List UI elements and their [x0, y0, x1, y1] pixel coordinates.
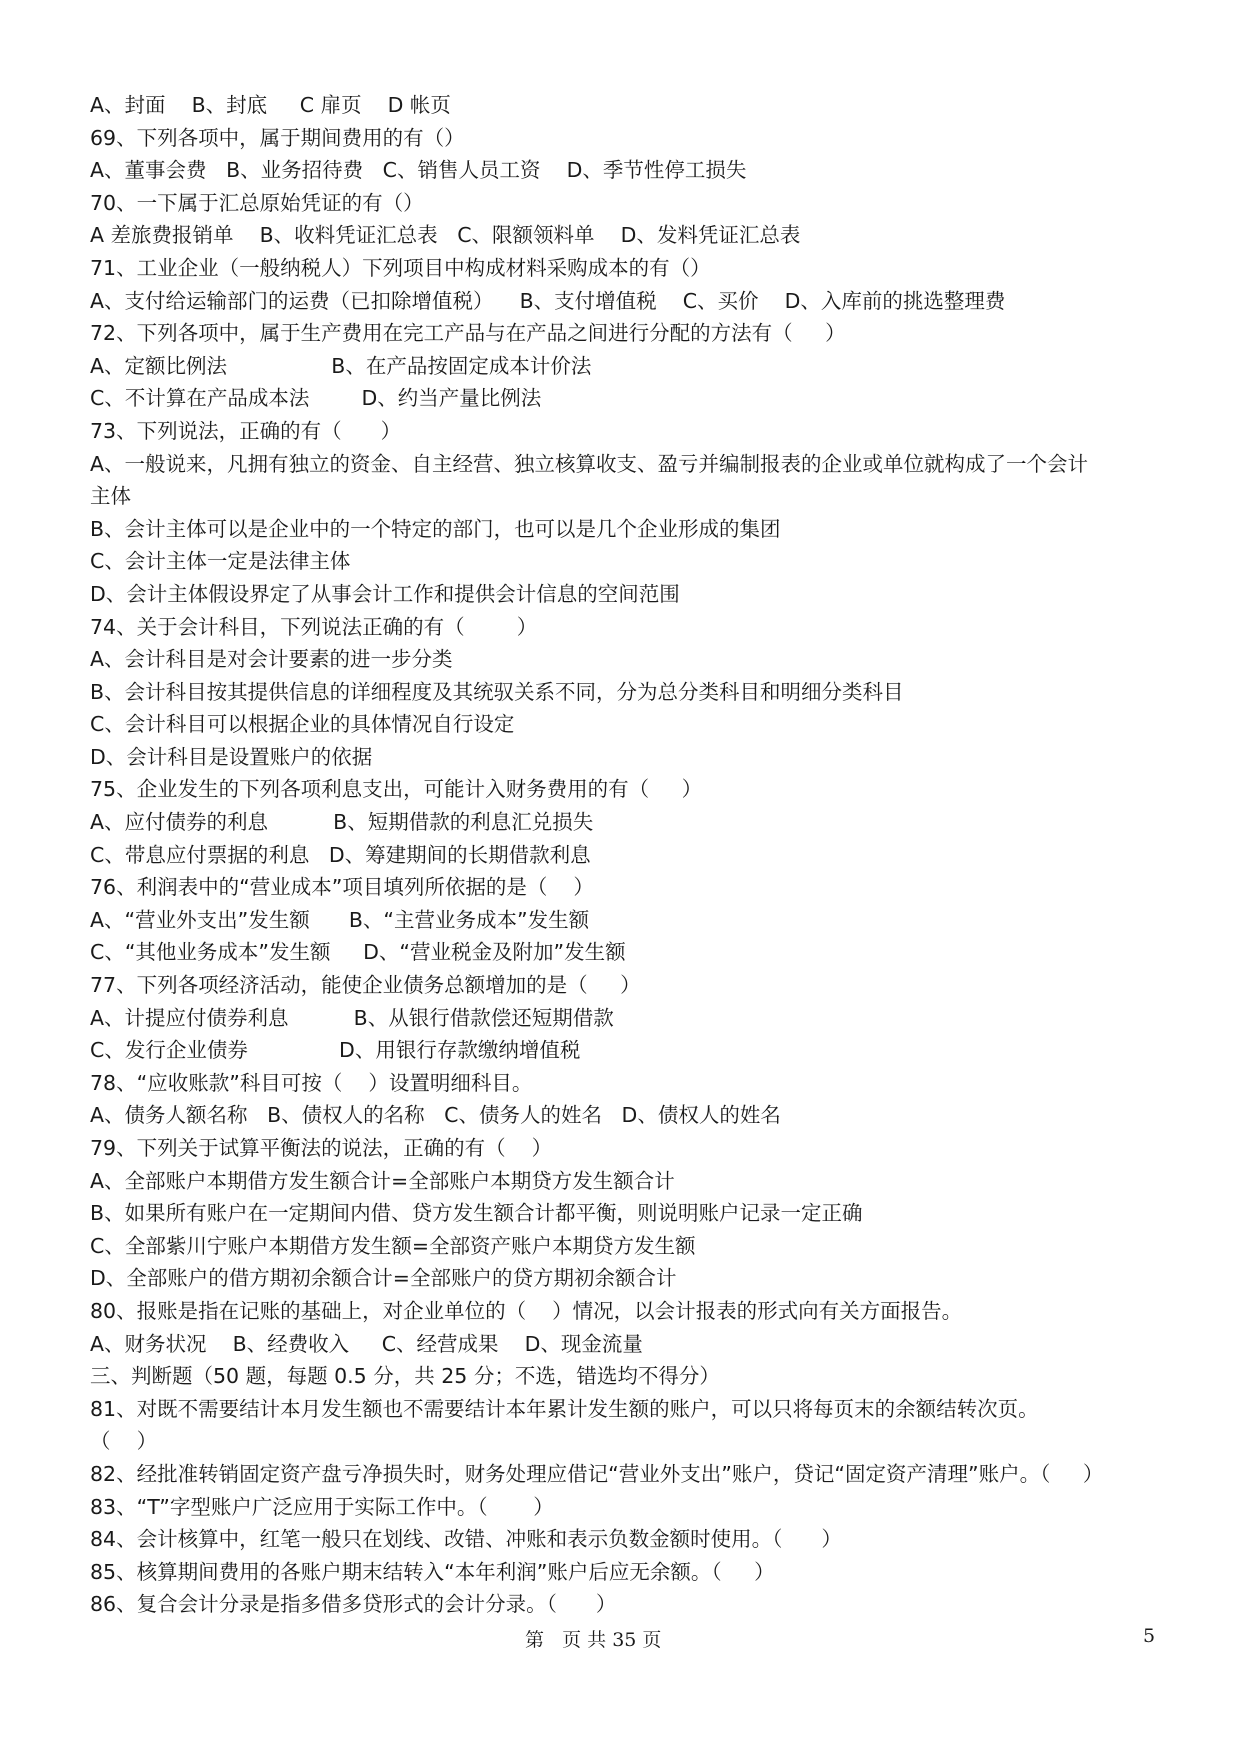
text-line: A、财务状况 B、经费收入 C、经营成果 D、现金流量 — [90, 1331, 643, 1356]
text-line: C、带息应付票据的利息 D、筹建期间的长期借款利息 — [90, 842, 591, 867]
text-line: 79、下列关于试算平衡法的说法，正确的有（ ） — [90, 1136, 553, 1160]
text-line: D、会计主体假设界定了从事会计工作和提供会计信息的空间范围 — [90, 581, 680, 606]
text-line: D、会计科目是设置账户的依据 — [90, 744, 373, 769]
text-line: A、计提应付债券利息 B、从银行借款偿还短期借款 — [90, 1005, 614, 1030]
page-number: 5 — [1143, 1625, 1156, 1647]
text-line: A、“营业外支出”发生额 B、“主营业务成本”发生额 — [90, 907, 590, 932]
text-line: 81、对既不需要结计本月发生额也不需要结计本年累计发生额的账户，可以只将每页末的余额结转次页。 — [90, 1396, 1039, 1421]
page-footer — [0, 1625, 1241, 1655]
text-line: 72、下列各项中，属于生产费用在完工产品与在产品之间进行分配的方法有（ ） — [90, 321, 846, 346]
text-line: 77、下列各项经济活动，能使企业债务总额增加的是（ ） — [90, 973, 641, 998]
text-line: 70、一下属于汇总原始凭证的有（） — [90, 190, 424, 215]
text-line: B、会计主体可以是企业中的一个特定的部门，也可以是几个企业形成的集团 — [90, 516, 781, 541]
text-line: 73、下列说法，正确的有（ ） — [90, 418, 402, 443]
text-line: 主体 — [90, 484, 131, 509]
text-line: A、会计科目是对会计要素的进一步分类 — [90, 647, 453, 672]
page-count-text: 第 页 共 35 页 — [525, 1629, 662, 1651]
text-line: 85、核算期间费用的各账户期末结转入“本年利润”账户后应无余额。（ ） — [90, 1559, 775, 1584]
text-line: 69、下列各项中，属于期间费用的有（） — [90, 125, 465, 150]
text-line: 78、“应收账款”科目可按（ ）设置明细科目。 — [90, 1070, 533, 1095]
text-line: A、定额比例法 B、在产品按固定成本计价法 — [90, 353, 592, 378]
text-line: A、应付债券的利息 B、短期借款的利息汇兑损失 — [90, 810, 594, 835]
text-line: B、如果所有账户在一定期间内借、贷方发生额合计都平衡，则说明账户记录一定正确 — [90, 1201, 863, 1226]
text-line: C、发行企业债券 D、用银行存款缴纳增值税 — [90, 1038, 581, 1063]
text-line: 82、经批准转销固定资产盘亏净损失时，财务处理应借记“营业外支出”账户，贷记“固定资产清理”账户。（ ） — [90, 1461, 1104, 1486]
text-line: A、封面 B、封底 C 扉页 D 帐页 — [90, 93, 451, 117]
text-line: A 差旅费报销单 B、收料凭证汇总表 C、限额领料单 D、发料凭证汇总表 — [90, 223, 801, 248]
text-line: 74、关于会计科目，下列说法正确的有（ ） — [90, 614, 538, 639]
text-line: C、会计主体一定是法律主体 — [90, 549, 351, 574]
text-line: （ ） — [90, 1429, 158, 1454]
text-line: 83、“T”字型账户广泛应用于实际工作中。（ ） — [90, 1494, 554, 1519]
text-line: A、支付给运输部门的运费（已扣除增值税） B、支付增值税 C、买价 D、入库前的挑选整理费 — [90, 288, 1006, 313]
text-line: 80、报账是指在记账的基础上，对企业单位的（ ）情况，以会计报表的形式向有关方面报告。 — [90, 1298, 963, 1323]
document-body — [90, 89, 1160, 1621]
text-line: 86、复合会计分录是指多借多贷形式的会计分录。（ ） — [90, 1592, 617, 1617]
text-line: C、不计算在产品成本法 D、约当产量比例法 — [90, 386, 542, 411]
text-line: D、全部账户的借方期初余额合计=全部账户的贷方期初余额合计 — [90, 1266, 677, 1291]
text-line: 76、利润表中的“营业成本”项目填列所依据的是（ ） — [90, 875, 594, 900]
text-line: 84、会计核算中，红笔一般只在划线、改错、冲账和表示负数金额时使用。（ ） — [90, 1527, 842, 1552]
text-line: A、债务人额名称 B、债权人的名称 C、债务人的姓名 D、债权人的姓名 — [90, 1103, 781, 1128]
text-line: C、“其他业务成本”发生额 D、“营业税金及附加”发生额 — [90, 940, 626, 965]
text-line: 75、企业发生的下列各项利息支出，可能计入财务费用的有（ ） — [90, 777, 703, 802]
text-line: A、全部账户本期借方发生额合计=全部账户本期贷方发生额合计 — [90, 1168, 675, 1193]
text-line: 三、判断题（50 题，每题 0.5 分，共 25 分；不选，错选均不得分） — [90, 1364, 720, 1389]
text-line: C、全部紫川宁账户本期借方发生额=全部资产账户本期贷方发生额 — [90, 1233, 696, 1258]
text-line: C、会计科目可以根据企业的具体情况自行设定 — [90, 712, 515, 737]
text-line: A、一般说来，凡拥有独立的资金、自主经营、独立核算收支、盈亏并编制报表的企业或单位就构成了一个会计 — [90, 451, 1089, 476]
text-line: B、会计科目按其提供信息的详细程度及其统驭关系不同，分为总分类科目和明细分类科目 — [90, 679, 904, 704]
text-line: A、董事会费 B、业务招待费 C、销售人员工资 D、季节性停工损失 — [90, 158, 747, 183]
text-line: 71、工业企业（一般纳税人）下列项目中构成材料采购成本的有（） — [90, 255, 711, 280]
